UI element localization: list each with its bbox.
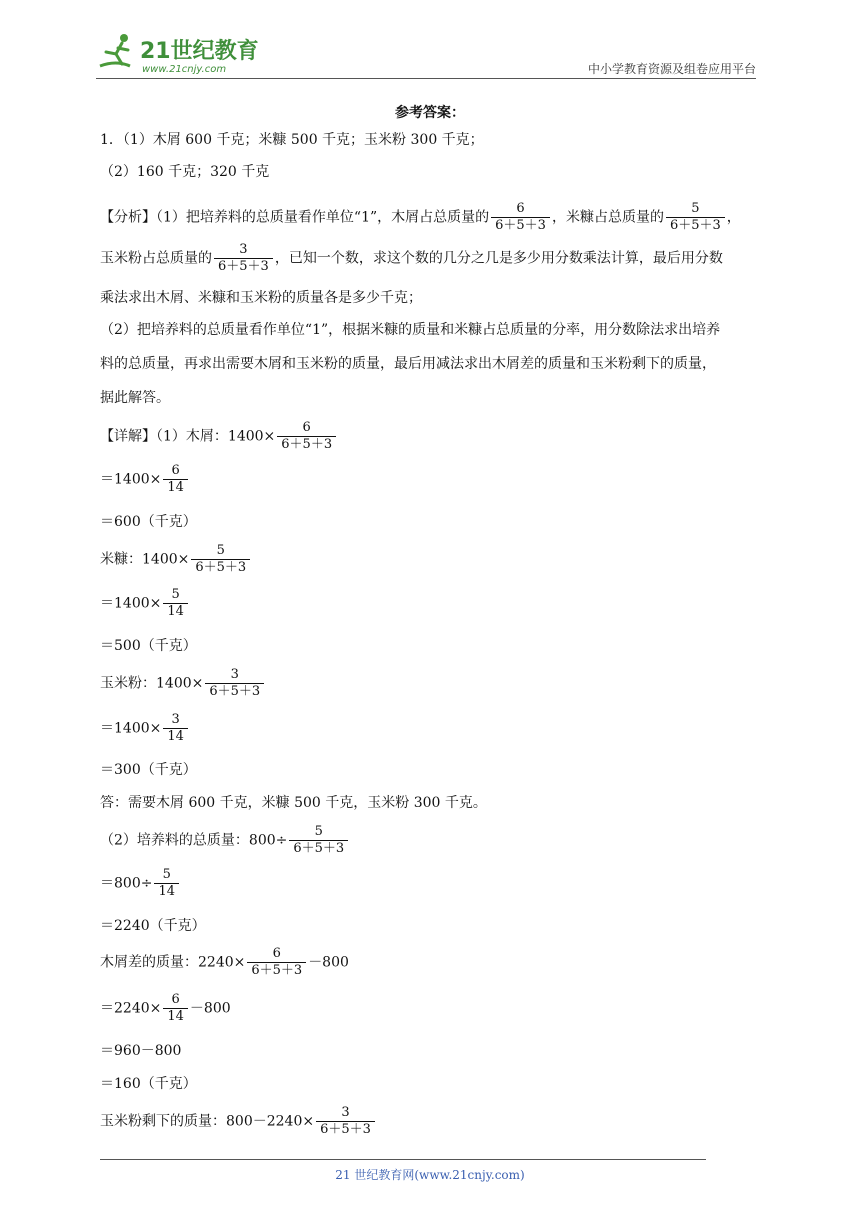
fraction: $\frac{3}{6+5+3}$ bbox=[316, 1105, 375, 1138]
part2-line-5: ＝2240× $\frac{6}{14}$ －800 bbox=[100, 992, 231, 1024]
part2-line-7: ＝160（千克） bbox=[100, 1076, 197, 1092]
analysis-line-5: 料的总质量，再求出需要木屑和玉米粉的质量，最后用减法求出木屑差的质量和玉米粉剩下的质量， bbox=[100, 356, 716, 372]
logo-icon bbox=[96, 30, 266, 76]
page-footer[interactable]: 21 世纪教育网(www.21cnjy.com) bbox=[335, 1168, 525, 1182]
header-divider bbox=[96, 78, 756, 79]
detail-line-3: ＝600（千克） bbox=[100, 514, 197, 530]
svg-text:21世纪教育: 21世纪教育 bbox=[140, 39, 259, 64]
answer-line-1: 1．（1）木屑 600 千克；米糠 500 千克；玉米粉 300 千克； bbox=[100, 132, 484, 148]
fraction: $\frac{5}{6+5+3}$ bbox=[191, 543, 250, 576]
part2-line-1: （2）培养料的总质量：800÷ $\frac{5}{6+5+3}$ bbox=[100, 824, 350, 857]
detail-line-8: ＝1400× $\frac{3}{14}$ bbox=[100, 712, 190, 745]
fraction: $\frac{6}{6+5+3}$ bbox=[491, 201, 550, 234]
analysis-line-4: （2）把培养料的总质量看作单位“1”，根据米糠的质量和米糠占总质量的分率，用分数除法求出培养 bbox=[100, 322, 721, 338]
analysis-line-2: 玉米粉占总质量的 $\frac{3}{6+5+3}$ ，已知一个数，求这个数的几分之几是多少用分数乘法计算，最后用分数 bbox=[100, 242, 723, 274]
fraction: $\frac{5}{14}$ bbox=[154, 867, 179, 900]
detail-line-2: ＝1400× $\frac{6}{14}$ bbox=[100, 463, 190, 496]
detail-line-9: ＝300（千克） bbox=[100, 762, 197, 778]
part2-line-6: ＝960－800 bbox=[100, 1043, 182, 1059]
detail-line-5: ＝1400× $\frac{5}{14}$ bbox=[100, 587, 190, 620]
page-title: 参考答案： bbox=[395, 105, 465, 121]
detail-line-1: 【详解】（1）木屑：1400× $\frac{6}{6+5+3}$ bbox=[100, 420, 338, 453]
fraction: $\frac{3}{6+5+3}$ bbox=[214, 242, 273, 275]
answer-line-2: （2）160 千克；320 千克 bbox=[100, 164, 270, 180]
fraction: $\frac{6}{6+5+3}$ bbox=[247, 946, 306, 979]
analysis-line-6: 据此解答。 bbox=[100, 390, 170, 406]
fraction: $\frac{5}{6+5+3}$ bbox=[289, 824, 348, 857]
part2-line-8: 玉米粉剩下的质量：800－2240× $\frac{3}{6+5+3}$ bbox=[100, 1105, 377, 1138]
fraction: $\frac{5}{14}$ bbox=[163, 587, 188, 620]
fraction: $\frac{3}{14}$ bbox=[163, 712, 188, 745]
fraction: $\frac{6}{6+5+3}$ bbox=[277, 420, 336, 453]
analysis-line-3: 乘法求出木屑、米糠和玉米粉的质量各是多少千克； bbox=[100, 290, 422, 306]
page-header bbox=[96, 30, 756, 82]
part2-line-3: ＝2240（千克） bbox=[100, 918, 206, 934]
header-platform-text: 中小学教育资源及组卷应用平台 bbox=[587, 62, 756, 76]
footer-divider bbox=[100, 1159, 706, 1160]
analysis-line-1: 【分析】（1）把培养料的总质量看作单位“1”，木屑占总质量的 $\frac{6}{6+5+3}$ ，米糠占总质量的 $\frac{5}{6+5+3}$ ， bbox=[100, 201, 741, 233]
fraction: $\frac{6}{14}$ bbox=[163, 463, 188, 496]
fraction: $\frac{6}{14}$ bbox=[163, 992, 188, 1025]
part2-line-2: ＝800÷ $\frac{5}{14}$ bbox=[100, 867, 181, 900]
svg-text:www.21cnjy.com: www.21cnjy.com bbox=[142, 64, 227, 75]
detail-line-4: 米糠：1400× $\frac{5}{6+5+3}$ bbox=[100, 543, 252, 576]
fraction: $\frac{3}{6+5+3}$ bbox=[205, 667, 264, 700]
fraction: $\frac{5}{6+5+3}$ bbox=[666, 201, 725, 234]
detail-line-6: ＝500（千克） bbox=[100, 638, 197, 654]
detail-line-10: 答：需要木屑 600 千克，米糠 500 千克，玉米粉 300 千克。 bbox=[100, 795, 487, 811]
detail-line-7: 玉米粉：1400× $\frac{3}{6+5+3}$ bbox=[100, 667, 266, 700]
part2-line-4: 木屑差的质量：2240× $\frac{6}{6+5+3}$ －800 bbox=[100, 946, 349, 978]
